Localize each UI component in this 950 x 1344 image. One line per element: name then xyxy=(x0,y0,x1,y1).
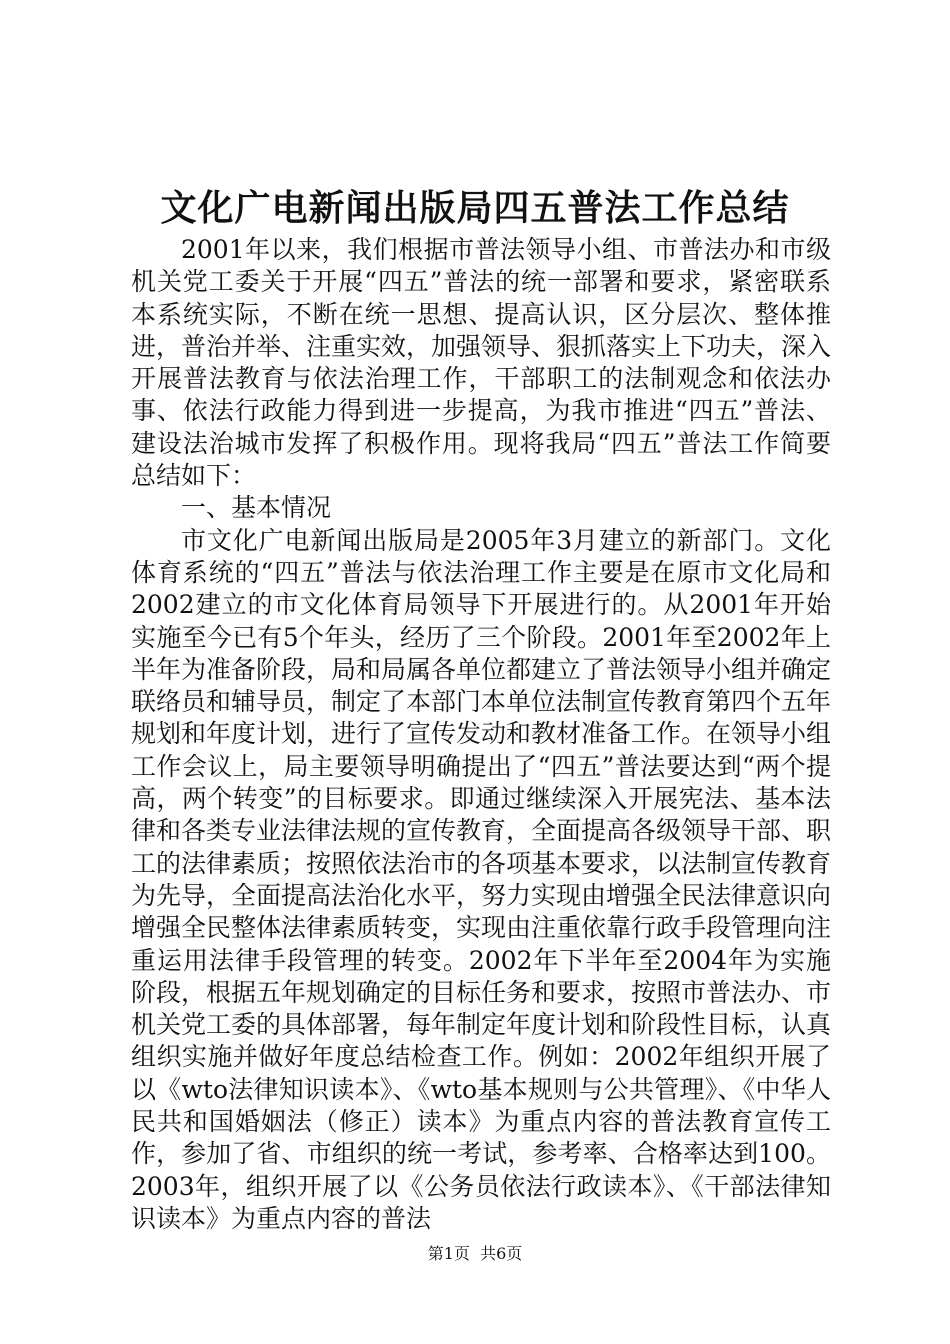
page-number: 第1页 xyxy=(427,1244,470,1263)
page-footer xyxy=(0,1242,950,1266)
page-total: 共6页 xyxy=(480,1244,523,1263)
document-body xyxy=(131,234,831,1235)
section-heading-basic-situation: 一、基本情况 xyxy=(181,493,332,523)
paragraph-basic-situation: 市文化广电新闻出版局是2005年3月建立的新部门。文化体育系统的“四五”普法与依法治理工作主要是在原市文化局和2002建立的市文化体育局领导下开展进行的。从2001年开始实施至今已有5个年头，经历了三个阶段。2001年至2002年上半年为准备阶段，局和局属各单位都建立了普法领导小组并确定联络员和辅导员，制定了本部门本单位法制宣传教育第四个五年规划和年度计划，进行了宣传发动和教材准备工作。在领导小组工作会议上，局主要领导明确提出了“四五”普法要达到“两个提高，两个转变”的目标要求。即通过继续深入开展宪法、基本法律和各类专业法律法规的宣传教育，全面提高各级领导干部、职工的法律素质；按照依法治市的各项基本要求，以法制宣传教育为先导，全面提高法治化水平，努力实现由增强全民法律意识向增强全民整体法律素质转变，实现由注重依靠行政手段管理向注重运用法律手段管理的转变。2002年下半年至2004年为实施阶段，根据五年规划确定的目标任务和要求，按照市普法办、市机关党工委的具体部署，每年制定年度计划和阶段性目标，认真组织实施并做好年度总结检查工作。例如：2002年组织开展了以《wto法律知识读本》、《wto基本规则与公共管理》、《中华人民共和国婚姻法（修正）读本》为重点内容的普法教育宣传工作，参加了省、市组织的统一考试，参考率、合格率达到100。2003年，组织开展了以《公务员依法行政读本》、《干部法律知识读本》为重点内容的普法 xyxy=(131,525,832,1233)
paragraph-intro: 2001年以来，我们根据市普法领导小组、市普法办和市级机关党工委关于开展“四五”普法的统一部署和要求，紧密联系本系统实际，不断在统一思想、提高认识，区分层次、整体推进，普治并举、注重实效，加强领导、狠抓落实上下功夫，深入开展普法教育与依法治理工作，干部职工的法制观念和依法办事、依法行政能力得到进一步提高，为我市推进“四五”普法、建设法治城市发挥了积极作用。现将我局“四五”普法工作简要总结如下： xyxy=(131,235,832,491)
document-title: 文化广电新闻出版局四五普法工作总结 xyxy=(160,187,790,229)
